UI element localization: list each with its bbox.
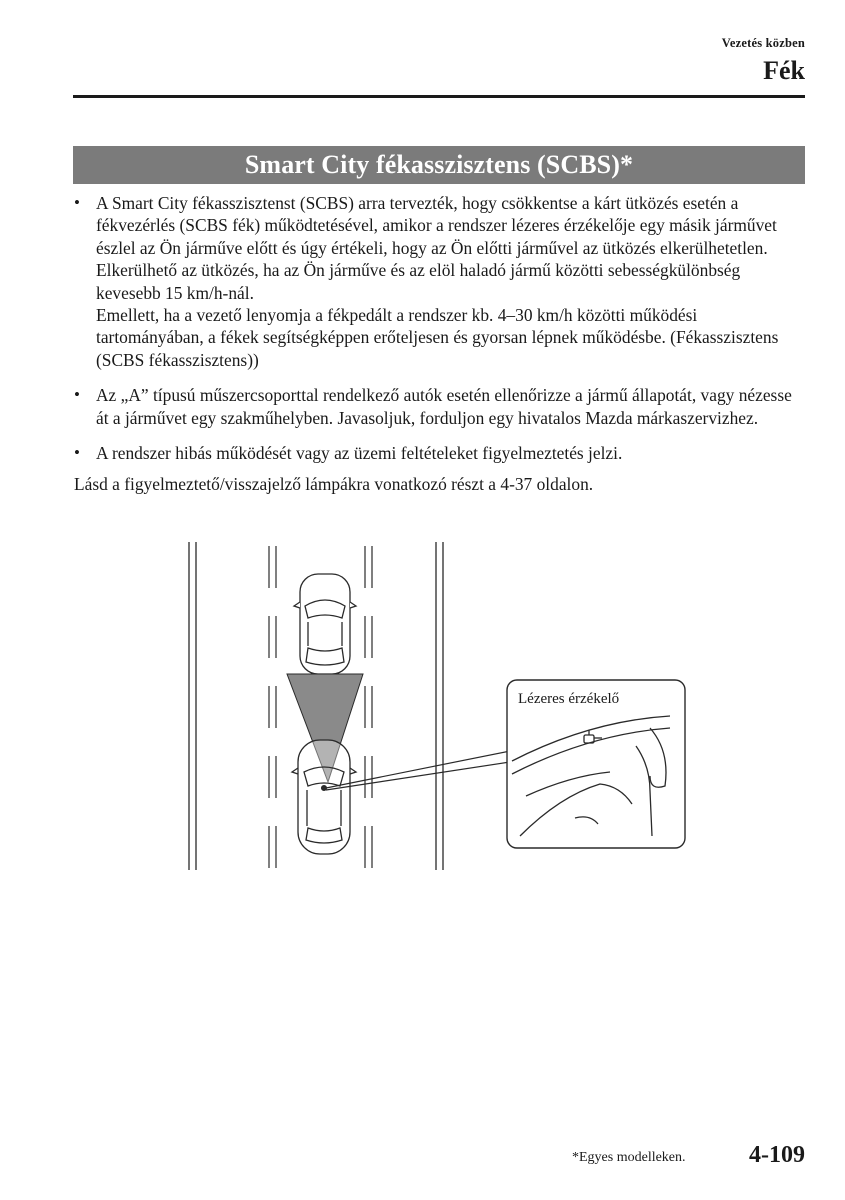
bullet-paragraph: • A Smart City fékasszisztenst (SCBS) arra tervezték, hogy csökkentse a kárt ütközés esetén a fékvezérlés (SCBS fék) működtetésével, amikor a rendszer lézeres érzékelője egy másik járművet észlel az Ön járműve előtt és úgy értékeli, hogy az Ön előtti járművel az ütközés elkerülhetetlen. Elkerülhető az ütközés, ha az Ön járműve és az elöl haladó jármű közötti sebességkülönbség kevesebb 15 km/h-nál.	[96, 193, 777, 303]
bullet-paragraph: • Az „A” típusú műszercsoporttal rendelkező autók esetén ellenőrizze a jármű állapotát, vagy nézesse át a járművet egy szakműhelyben. Javasoljuk, forduljon egy hivatalos Mazda márkaszervizhez.	[96, 385, 792, 428]
body-text	[74, 192, 806, 496]
bullet-paragraph: • A rendszer hibás működését vagy az üzemi feltételeket figyelmeztetés jelzi.	[96, 443, 623, 464]
section-header: Vezetés közben	[721, 36, 805, 50]
page-number: 4-109	[749, 1142, 805, 1168]
front-car-icon	[294, 574, 356, 674]
own-car-icon	[292, 740, 356, 854]
page-title: Fék	[763, 56, 805, 85]
section-banner-title: Smart City fékasszisztens (SCBS)*	[244, 150, 634, 179]
scbs-illustration	[180, 536, 700, 872]
reference-text: Lásd a figyelmeztető/visszajelző lámpákra vonatkozó részt a 4-37 oldalon.	[74, 474, 594, 495]
sensor-callout-label: Lézeres érzékelő	[518, 691, 620, 707]
bullet-item	[74, 192, 806, 371]
bullet-item	[74, 384, 806, 429]
bullet-item	[74, 442, 806, 464]
footnote: *Egyes modelleken.	[572, 1150, 686, 1165]
bullet-paragraph: Emellett, ha a vezető lenyomja a fékpedált a rendszer kb. 4–30 km/h közötti működési tartományában, a fékek segítségképpen erőteljesen és gyorsan lépnek működésbe. (Fékasszisztens (SCBS fékasszisztens))	[96, 305, 779, 370]
section-banner	[73, 146, 805, 184]
header-divider	[73, 95, 805, 98]
